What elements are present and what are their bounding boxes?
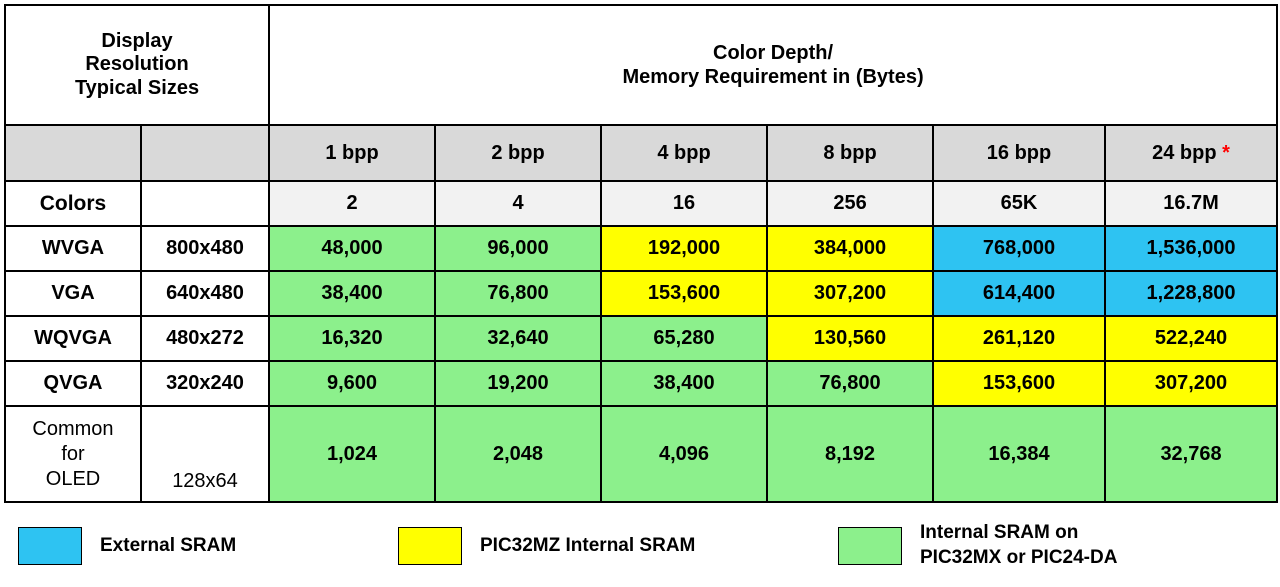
bpp-header-24bpp bbox=[1105, 125, 1277, 181]
legend-label-external-sram: External SRAM bbox=[100, 534, 237, 556]
cell-vga-2bpp: 76,800 bbox=[435, 271, 601, 316]
header-color-depth bbox=[269, 5, 1277, 125]
colors-value-4bpp: 16 bbox=[601, 181, 767, 226]
memory-requirement-table-figure bbox=[0, 4, 1280, 587]
footnote-asterisk: * bbox=[1222, 141, 1230, 164]
cell-qvga-16bpp: 153,600 bbox=[933, 361, 1105, 406]
cell-wqvga-1bpp: 16,320 bbox=[269, 316, 435, 361]
cell-oled-4bpp: 4,096 bbox=[601, 406, 767, 502]
legend bbox=[4, 509, 1276, 583]
row-resolution-oled: 128x64 bbox=[141, 406, 269, 502]
cell-wqvga-4bpp: 65,280 bbox=[601, 316, 767, 361]
colors-value-8bpp: 256 bbox=[767, 181, 933, 226]
row-name-vga: VGA bbox=[5, 271, 141, 316]
bpp-header-8bpp: 8 bpp bbox=[767, 125, 933, 181]
cell-vga-4bpp: 153,600 bbox=[601, 271, 767, 316]
colors-value-2bpp: 4 bbox=[435, 181, 601, 226]
row-resolution-qvga: 320x240 bbox=[141, 361, 269, 406]
bpp-header-24bpp-label: 24 bpp bbox=[1152, 141, 1217, 164]
header-line-3: Typical Sizes bbox=[74, 76, 200, 99]
legend-item-internal-sram bbox=[838, 521, 1258, 570]
row-name-oled bbox=[5, 406, 141, 502]
header-line-2: Resolution bbox=[85, 53, 189, 76]
row-resolution-wqvga: 480x272 bbox=[141, 316, 269, 361]
cell-wvga-8bpp: 384,000 bbox=[767, 226, 933, 271]
cell-wvga-24bpp: 1,536,000 bbox=[1105, 226, 1277, 271]
colors-row-label: Colors bbox=[5, 181, 141, 226]
table-row bbox=[5, 361, 1277, 406]
bpp-header-16bpp: 16 bpp bbox=[933, 125, 1105, 181]
bpp-header-4bpp: 4 bpp bbox=[601, 125, 767, 181]
row-name-wqvga: WQVGA bbox=[5, 316, 141, 361]
bpp-row-spacer-1 bbox=[5, 125, 141, 181]
cell-qvga-8bpp: 76,800 bbox=[767, 361, 933, 406]
header-line-1: Display bbox=[101, 29, 173, 52]
memory-requirement-table bbox=[4, 4, 1278, 503]
cell-oled-2bpp: 2,048 bbox=[435, 406, 601, 502]
cell-oled-16bpp: 16,384 bbox=[933, 406, 1105, 502]
table-row bbox=[5, 316, 1277, 361]
row-name-oled-line-2: for bbox=[61, 442, 85, 465]
legend-item-pic32mz-internal-sram bbox=[398, 527, 838, 565]
cell-wvga-4bpp: 192,000 bbox=[601, 226, 767, 271]
cell-vga-24bpp: 1,228,800 bbox=[1105, 271, 1277, 316]
cell-vga-16bpp: 614,400 bbox=[933, 271, 1105, 316]
cell-oled-24bpp: 32,768 bbox=[1105, 406, 1277, 502]
cell-wvga-2bpp: 96,000 bbox=[435, 226, 601, 271]
legend-swatch-green-icon bbox=[838, 527, 902, 565]
table-row bbox=[5, 271, 1277, 316]
cell-wvga-16bpp: 768,000 bbox=[933, 226, 1105, 271]
header-color-depth-line-1: Color Depth/ bbox=[713, 41, 834, 64]
colors-value-24bpp: 16.7M bbox=[1105, 181, 1277, 226]
cell-qvga-2bpp: 19,200 bbox=[435, 361, 601, 406]
legend-item-external-sram bbox=[18, 527, 398, 565]
cell-oled-8bpp: 8,192 bbox=[767, 406, 933, 502]
colors-row bbox=[5, 181, 1277, 226]
colors-value-16bpp: 65K bbox=[933, 181, 1105, 226]
cell-wqvga-2bpp: 32,640 bbox=[435, 316, 601, 361]
legend-label-internal-sram-line-1: Internal SRAM on bbox=[920, 522, 1079, 544]
row-name-oled-line-3: OLED bbox=[45, 467, 101, 490]
table-row bbox=[5, 226, 1277, 271]
legend-label-internal-sram-line-2: PIC32MX or PIC24-DA bbox=[920, 547, 1118, 568]
cell-wvga-1bpp: 48,000 bbox=[269, 226, 435, 271]
header-display-resolution bbox=[5, 5, 269, 125]
row-name-oled-line-1: Common bbox=[32, 417, 114, 440]
bpp-header-2bpp: 2 bpp bbox=[435, 125, 601, 181]
cell-qvga-24bpp: 307,200 bbox=[1105, 361, 1277, 406]
cell-oled-1bpp: 1,024 bbox=[269, 406, 435, 502]
row-resolution-wvga: 800x480 bbox=[141, 226, 269, 271]
cell-wqvga-16bpp: 261,120 bbox=[933, 316, 1105, 361]
row-name-wvga: WVGA bbox=[5, 226, 141, 271]
legend-label-internal-sram bbox=[920, 521, 1117, 570]
header-color-depth-line-2: Memory Requirement in (Bytes) bbox=[622, 66, 924, 88]
bpp-header-row bbox=[5, 125, 1277, 181]
cell-qvga-4bpp: 38,400 bbox=[601, 361, 767, 406]
legend-swatch-yellow-icon bbox=[398, 527, 462, 565]
cell-wqvga-8bpp: 130,560 bbox=[767, 316, 933, 361]
colors-row-spacer bbox=[141, 181, 269, 226]
legend-label-pic32mz-internal-sram: PIC32MZ Internal SRAM bbox=[480, 534, 696, 556]
cell-vga-1bpp: 38,400 bbox=[269, 271, 435, 316]
bpp-header-1bpp: 1 bpp bbox=[269, 125, 435, 181]
table-header-row bbox=[5, 5, 1277, 125]
bpp-row-spacer-2 bbox=[141, 125, 269, 181]
cell-qvga-1bpp: 9,600 bbox=[269, 361, 435, 406]
row-name-qvga: QVGA bbox=[5, 361, 141, 406]
legend-swatch-blue-icon bbox=[18, 527, 82, 565]
colors-value-1bpp: 2 bbox=[269, 181, 435, 226]
cell-vga-8bpp: 307,200 bbox=[767, 271, 933, 316]
row-resolution-vga: 640x480 bbox=[141, 271, 269, 316]
cell-wqvga-24bpp: 522,240 bbox=[1105, 316, 1277, 361]
table-row bbox=[5, 406, 1277, 502]
